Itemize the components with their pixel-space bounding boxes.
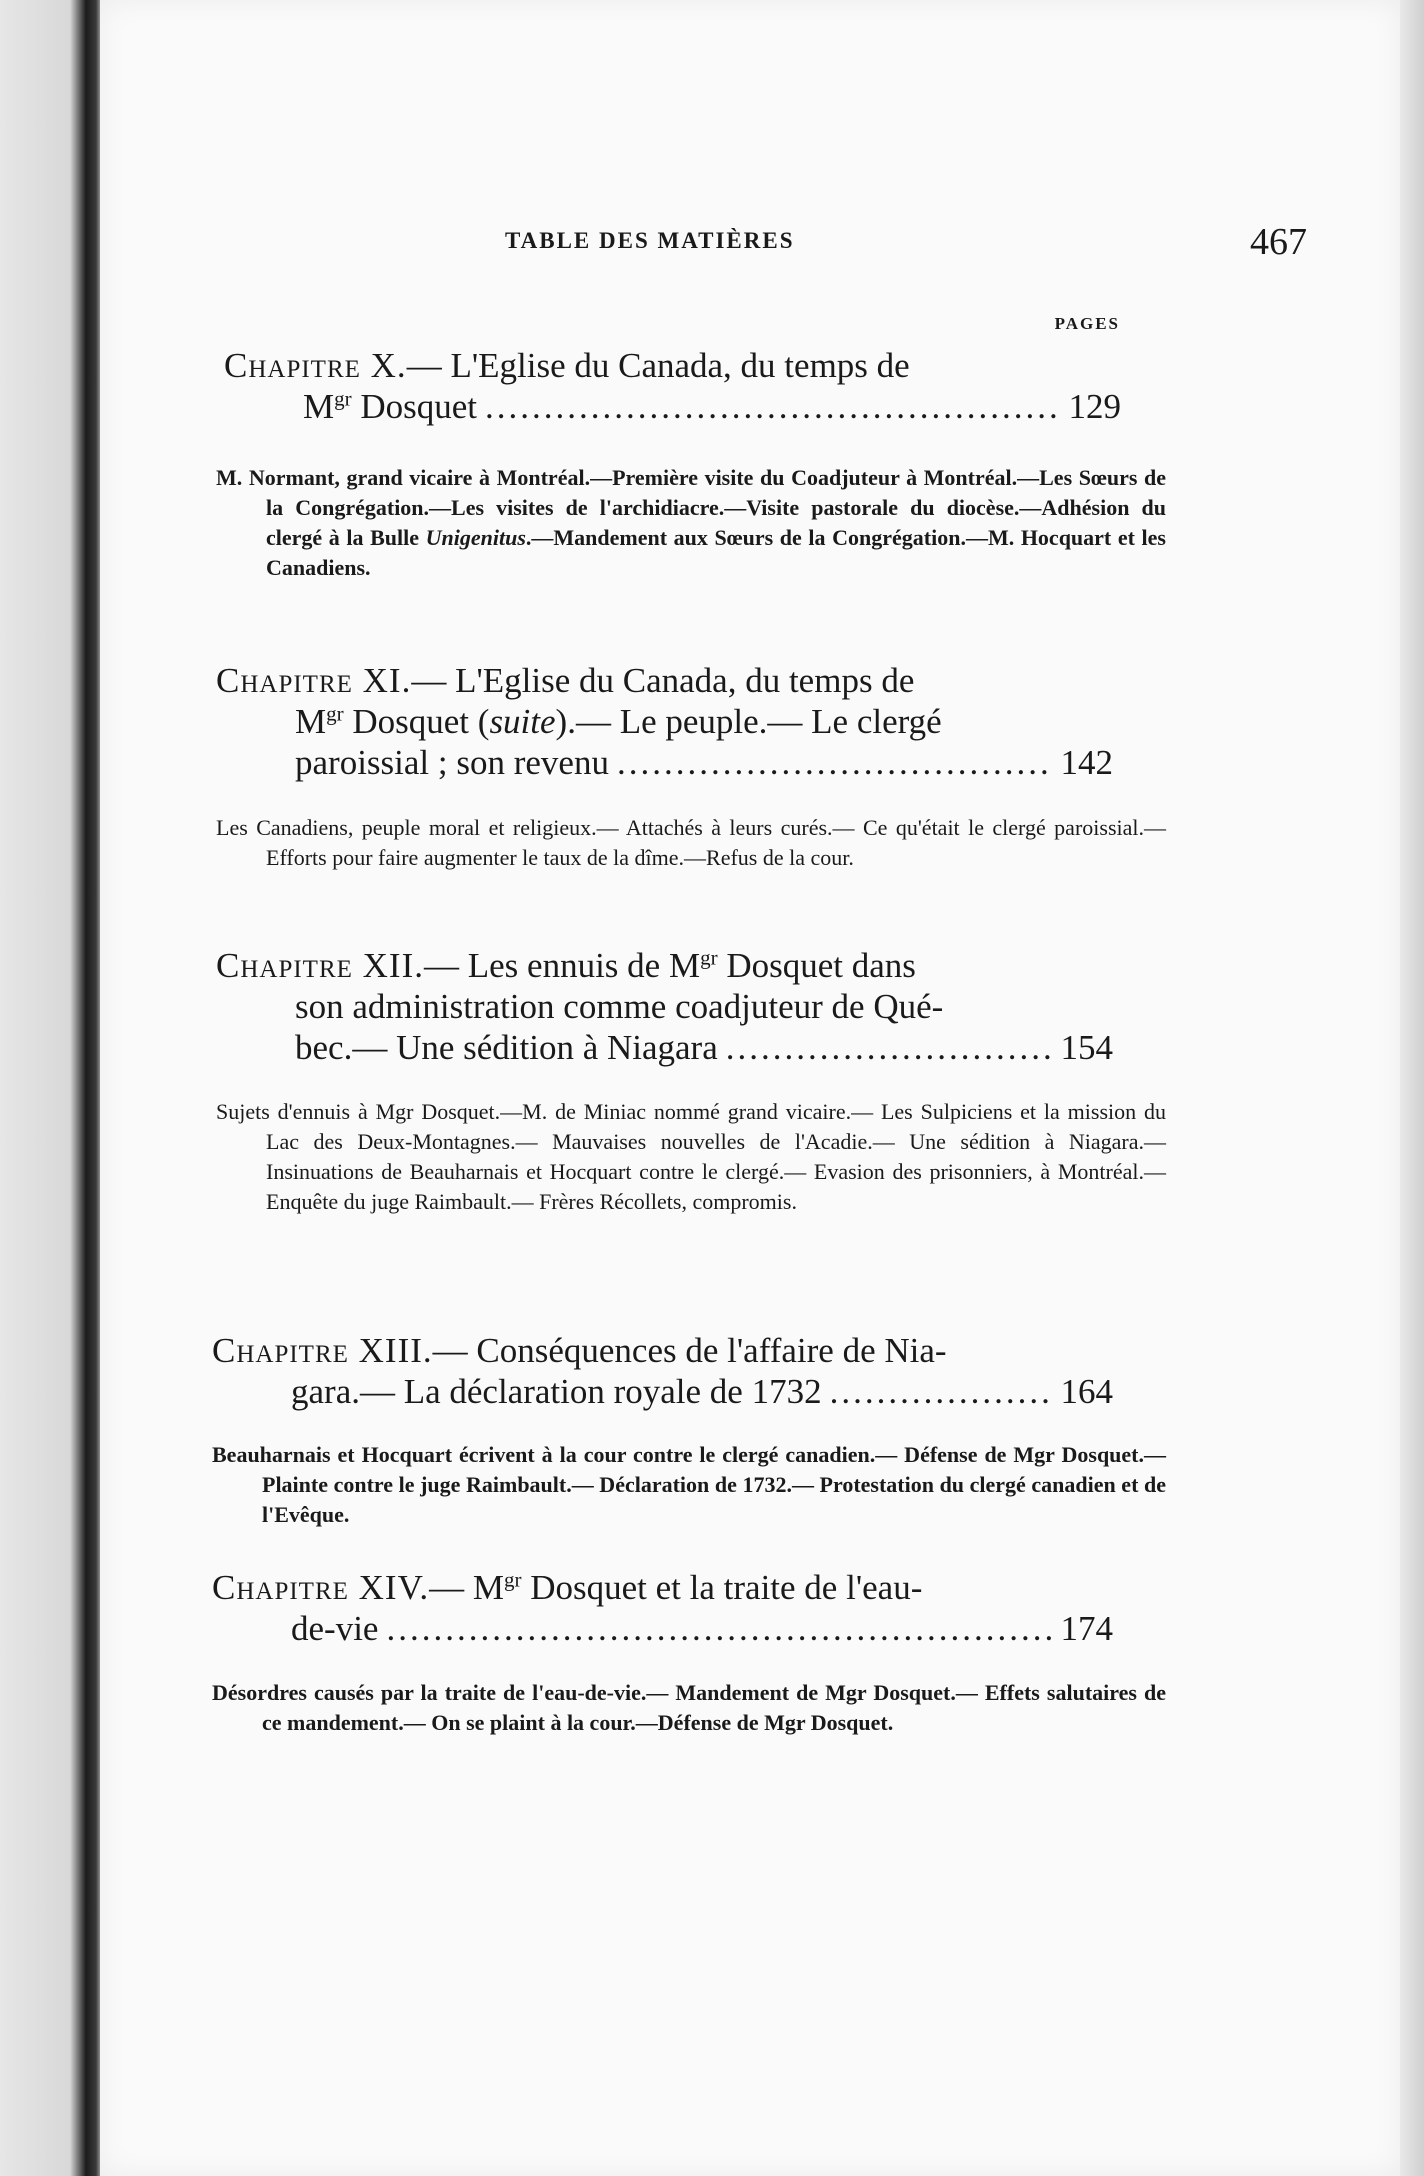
chapter-entry-x — [224, 345, 1121, 427]
chapter-label: Chapitre X. — [224, 346, 407, 385]
chapter-entry-xii — [216, 945, 1113, 1068]
header-title: TABLE DES MATIÈRES — [505, 228, 795, 253]
chapter-title-end: $M^{gr}$ Dosquet — [303, 386, 478, 426]
chapter-label: Chapitre XIV. — [212, 1568, 430, 1607]
chapter-heading — [224, 345, 1121, 427]
chapter-title-end: de-vie — [291, 1609, 379, 1648]
running-header — [505, 221, 1307, 263]
chapter-summary: Sujets d'ennuis à Mgr Dosquet.—M. de Miniac nommé grand vicaire.— Les Sulpiciens et la mission du Lac des Deux-Montagnes.— Mauvaises nouvelles de l'Acadie.— Une sédition à Niagara.— Insinuations de Beauharnais et Hocquart contre le clergé.— Evasion des prisonniers, à Montréal.— Enquête du juge Raimbault.— Frères Récollets, compromis. — [216, 1099, 1166, 1214]
chapter-heading: Chapitre XII.— Les ennuis de $M^{gr}$ Dosquet dans son administration comme coadjuteur de Qué- bec.— Une sédition à Niagara ..... 154 — [216, 945, 1113, 1068]
chapter-leader-line — [224, 386, 1121, 427]
chapter-page-number: 164 — [1060, 1372, 1113, 1411]
chapter-label: Chapitre XI. — [216, 661, 412, 700]
chapter-summary: Les Canadiens, peuple moral et religieux.— Attachés à leurs curés.— Ce qu'était le clergé paroissial.—Efforts pour faire augmenter le taux de la dîme.—Refus de la cour. — [216, 815, 1166, 870]
chapter-entry-xiv — [212, 1567, 1113, 1649]
chapter-label: Chapitre XII. — [216, 946, 424, 985]
chapter-heading — [212, 1330, 1113, 1412]
chapter-leader-line — [216, 1027, 1113, 1068]
chapter-title-line: $M^{gr}$ Dosquet (suite).— Le peuple.— Le clergé — [295, 701, 942, 741]
italic-term: Unigenitus — [425, 525, 526, 550]
chapter-leader-line — [216, 742, 1113, 783]
chapter-summary: Désordres causés par la traite de l'eau-de-vie.— Mandement de Mgr Dosquet.— Effets salutaires de ce mandement.— On se plaint à la cour.—Défense de Mgr Dosquet. — [212, 1680, 1166, 1735]
chapter-leader-line — [212, 1371, 1113, 1412]
chapter-title-end: paroissial ; son revenu — [295, 743, 609, 782]
dot-leader — [485, 386, 1060, 427]
chapter-heading — [216, 660, 1113, 783]
chapter-summary: Beauharnais et Hocquart écrivent à la cour contre le clergé canadien.— Défense de Mgr Dosquet.— Plainte contre le juge Raimbault.— Déclaration de 1732.— Protestation du clergé canadien et de l'Evêque. — [212, 1442, 1166, 1527]
binding-edge — [0, 0, 100, 2176]
chapter-page-number: 174 — [1060, 1609, 1113, 1648]
dot-leader — [726, 1027, 1053, 1068]
chapter-label: Chapitre XIII. — [212, 1331, 433, 1370]
chapter-page-number: 129 — [1068, 387, 1121, 426]
chapter-page-number: 142 — [1060, 743, 1113, 782]
dot-leader — [386, 1608, 1052, 1649]
chapter-entry-xi — [216, 660, 1113, 783]
chapter-title-end: gara.— La déclaration royale de 1732 — [291, 1372, 822, 1411]
chapter-heading: Chapitre XIV.— $M^{gr}$ Dosquet et la traite de l'eau- de-vie ..... 174 — [212, 1567, 1113, 1649]
chapter-title-line: — L'Eglise du Canada, du temps de — [411, 661, 915, 700]
chapter-title-line: son administration comme coadjuteur de Qué- — [295, 987, 944, 1026]
dot-leader — [617, 742, 1053, 783]
page-edge — [1400, 0, 1424, 2176]
pages-column-label: PAGES — [1054, 314, 1120, 333]
chapter-leader-line — [212, 1608, 1113, 1649]
chapter-title-end: bec.— Une sédition à Niagara — [295, 1028, 718, 1067]
chapter-entry-xiii — [212, 1330, 1113, 1412]
chapter-page-number: 154 — [1060, 1028, 1113, 1067]
chapter-title-line: — Conséquences de l'affaire de Nia- — [432, 1331, 947, 1370]
chapter-title-line: — L'Eglise du Canada, du temps de — [406, 346, 910, 385]
dot-leader — [830, 1371, 1053, 1412]
chapter-summary: M. Normant, grand vicaire à Montréal.—Première visite du Coadjuteur à Montréal.—Les Sœurs de la Congrégation.—Les visites de l'archidiacre.—Visite pastorale du diocèse.—Adhésion du clergé à la Bulle Unigenitus.—Mandement aux Sœurs de la Congrégation.—M. Hocquart et les Canadiens. — [216, 465, 1166, 580]
header-page-number: 467 — [1250, 221, 1307, 263]
book-page — [100, 0, 1400, 2176]
